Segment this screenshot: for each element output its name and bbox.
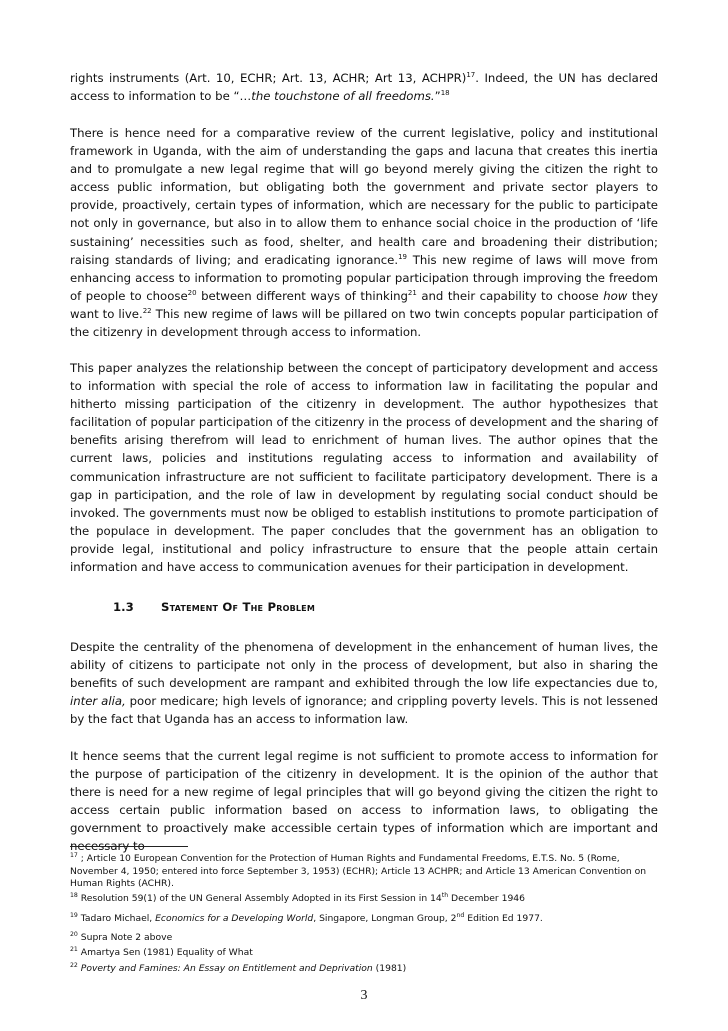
footnote-ref-20[interactable]: 20 xyxy=(187,288,197,297)
footnote-17-number: 17 xyxy=(70,852,78,859)
footnote-ref-21[interactable]: 21 xyxy=(407,288,417,297)
footnote-18-text-b: December 1946 xyxy=(448,893,525,904)
footnote-22-text: (1981) xyxy=(372,963,407,974)
paragraph-4 xyxy=(70,638,658,728)
footnote-19-ordinal: nd xyxy=(456,912,465,919)
paragraph-5 xyxy=(70,747,658,856)
footnote-ref-18[interactable]: 18 xyxy=(440,89,450,98)
p2-text-c: between different ways of thinking xyxy=(196,288,408,303)
footnote-22 xyxy=(70,963,660,976)
footnote-19-number: 19 xyxy=(70,912,78,919)
footnote-22-number: 22 xyxy=(70,962,78,969)
p2-text-f: This new regime of laws will be pillared on two twin concepts popular participation of the citizenry in development through access to information. xyxy=(70,306,658,340)
footnote-divider xyxy=(70,846,188,847)
page-number: 3 xyxy=(360,988,368,1003)
paragraph-1 xyxy=(70,69,658,105)
p2-text-a: There is hence need for a comparative review of the current legislative, policy and institutional framework in Uganda, with the aim of understanding the gaps and lacuna that creates this inertia and to promulgate a new legal regime that will go beyond merely giving the citizen the right to access public information, but obligating both the government and private sector players to provide, proactively, certain types of information, which are necessary for the public to participate not only in governance, but also in to allow them to enhance social choice in the production of ‘life sustaining’ necessities such as food, shelter, and health care and broadening their distribution; raising standards of living; and eradicating ignorance. xyxy=(70,126,658,267)
footnote-18 xyxy=(70,893,660,906)
p4-inter-alia: inter alia, xyxy=(70,694,126,709)
footnote-17-text: ; Article 10 European Convention for the Protection of Human Rights and Fundamental Freedoms, E.T.S. No. 5 (Rome, November 4, 1950; entered into force September 3, 1953) (ECHR); Article 13 ACHPR; and Article 13 American Convention on Human Rights (ACHR). xyxy=(70,853,647,890)
p2-text-d: and their capability to choose xyxy=(416,288,604,303)
footnote-19-text-c: Edition Ed 1977. xyxy=(464,913,543,924)
p1-text-a: rights instruments (Art. 10, ECHR; Art. 13, ACHR; Art 13, ACHPR) xyxy=(70,71,467,85)
p1-text-c: ” xyxy=(434,89,441,104)
section-heading xyxy=(113,600,315,614)
footnote-21-number: 21 xyxy=(70,946,78,953)
footnote-ref-22[interactable]: 22 xyxy=(142,306,152,315)
footnote-19-text-a: Tadaro Michael, xyxy=(77,913,156,924)
p1-quote: the touchstone of all freedoms. xyxy=(251,89,435,104)
p3-text: This paper analyzes the relationship between the concept of participatory development and access to information with special the role of access to information law in facilitating the popular and hitherto missing participation of the citizenry in development. The author hypothesizes that facilitation of popular participation of the citizenry in the process of development and the sharing of benefits arising therefrom will lead to enrichment of human lives. The author opines that the current laws, policies and institutions regulating access to information and availability of communication infrastructure are not sufficient to facilitate participatory development. There is a gap in participation, and the role of law in development by regulating social conduct should be invoked. The governments must now be obliged to establish institutions to promote participation of the populace in development. The paper concludes that the government has an obligation to provide legal, institutional and policy infrastructure to ensure that the people attain certain information and have access to communication avenues for their participation in development. xyxy=(70,361,658,575)
footnote-18-ordinal: th xyxy=(441,892,449,899)
footnote-21 xyxy=(70,947,660,960)
p2-how: how xyxy=(603,288,628,303)
footnote-18-text-a: Resolution 59(1) of the UN General Assembly Adopted in its First Session in 14 xyxy=(77,893,442,904)
footnote-21-text: Amartya Sen (1981) Equality of What xyxy=(77,947,253,958)
footnote-19-title: Economics for a Developing World xyxy=(155,913,314,924)
p2-text-b: This new regime of laws will move from enhancing access to information to promoting popular participation through improving the freedom of people to choose xyxy=(70,252,658,303)
footnote-22-title: Poverty and Famines: An Essay on Entitlement and Deprivation xyxy=(77,963,373,974)
footnote-19 xyxy=(70,913,660,926)
section-number: 1.3 xyxy=(113,600,134,614)
footnote-19-text-b: , Singapore, Longman Group, 2 xyxy=(313,913,457,924)
paragraph-3 xyxy=(70,359,658,576)
footnote-17 xyxy=(70,853,660,891)
p2-text-e: they want to live. xyxy=(70,288,658,321)
footnote-20 xyxy=(70,932,660,945)
p4-text-a: Despite the centrality of the phenomena of development in the enhancement of human lives, the ability of citizens to participate not only in the process of development, but also in sharing the benefits of such development are rampant and exhibited through the low life expectancies due to, xyxy=(70,640,658,691)
footnote-20-number: 20 xyxy=(70,931,78,938)
paragraph-2 xyxy=(70,124,658,341)
p5-text: It hence seems that the current legal regime is not sufficient to promote access to information for the purpose of participation of the citizenry in development. It is the opinion of the author that there is need for a new regime of legal principles that will go beyond giving the citizen the right to access certain public information based on access to information laws, to obligating the government to proactively make accessible certain types of information which are important and necessary to xyxy=(70,749,658,854)
footnote-18-number: 18 xyxy=(70,892,78,899)
section-title: Statement Of The Problem xyxy=(161,600,316,614)
p1-text-b: . Indeed, the UN has declared access to information to be “… xyxy=(70,71,658,104)
footnote-20-text: Supra Note 2 above xyxy=(77,932,173,943)
p4-text-b: poor medicare; high levels of ignorance; and crippling poverty levels. This is not lessened by the fact that Uganda has an access to information law. xyxy=(70,694,658,727)
footnote-ref-19[interactable]: 19 xyxy=(398,252,408,261)
footnote-ref-17[interactable]: 17 xyxy=(466,71,476,79)
